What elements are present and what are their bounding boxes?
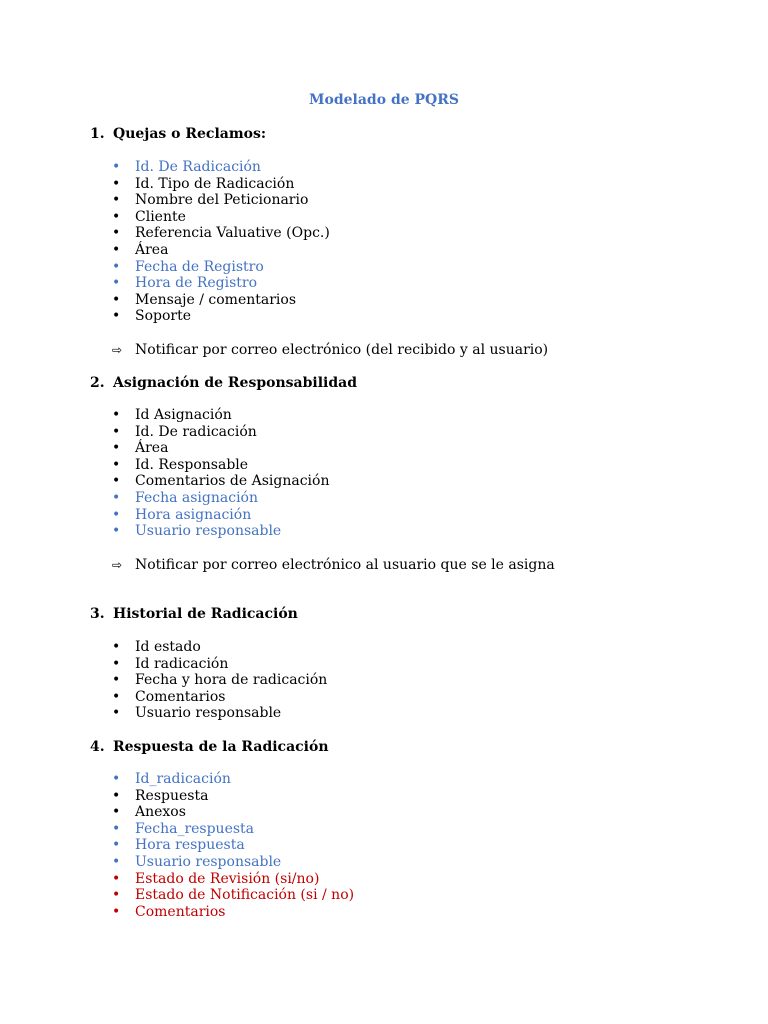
section-2-list	[112, 407, 329, 540]
list-item-text: Usuario responsable	[135, 853, 282, 870]
section-number: 1.	[90, 126, 105, 142]
section-4-list	[112, 771, 354, 920]
section-3-heading	[90, 605, 298, 623]
bullet-icon: •	[112, 308, 121, 325]
section-3-list	[112, 639, 327, 722]
list-item	[112, 407, 329, 424]
section-1-list	[112, 159, 330, 325]
bullet-icon: •	[112, 407, 121, 423]
bullet-icon: •	[112, 523, 121, 540]
bullet-icon: •	[112, 192, 121, 209]
list-item	[112, 490, 329, 507]
list-item-text: Área	[135, 241, 169, 258]
section-number: 3.	[90, 606, 105, 622]
list-item-text: Usuario responsable	[135, 523, 282, 540]
bullet-icon: •	[112, 705, 121, 722]
bullet-icon: •	[112, 655, 121, 672]
list-item-text: Id radicación	[135, 655, 229, 672]
list-item	[112, 887, 354, 904]
list-item	[112, 689, 327, 706]
bullet-icon: •	[112, 208, 121, 225]
list-item-text: Estado de Revisión (si/no)	[135, 870, 320, 887]
list-item-text: Fecha y hora de radicación	[135, 672, 328, 689]
list-item-text: Fecha asignación	[135, 489, 258, 506]
list-item	[112, 457, 329, 474]
bullet-icon: •	[112, 688, 121, 705]
list-item	[112, 854, 354, 871]
list-item-text: Cliente	[135, 208, 186, 225]
list-item	[112, 639, 327, 656]
list-item-text: Soporte	[135, 308, 192, 325]
list-item	[112, 192, 330, 209]
list-item-text: Comentarios de Asignación	[135, 473, 330, 490]
bullet-icon: •	[112, 804, 121, 821]
list-item	[112, 209, 330, 226]
list-item	[112, 523, 329, 540]
list-item	[112, 821, 354, 838]
list-item	[112, 804, 354, 821]
list-item-text: Comentarios	[135, 688, 226, 705]
bullet-icon: •	[112, 639, 121, 655]
list-item	[112, 656, 327, 673]
bullet-icon: •	[112, 853, 121, 870]
arrow-right-icon: ⇨	[112, 343, 123, 357]
section-2-heading	[90, 374, 357, 392]
bullet-icon: •	[112, 440, 121, 457]
list-item-text: Referencia Valuative (Opc.)	[135, 225, 330, 242]
list-item-text: Anexos	[135, 804, 186, 821]
list-item	[112, 159, 330, 176]
list-item-text: Id. Tipo de Radicación	[135, 175, 295, 192]
section-title: Respuesta de la Radicación	[113, 739, 329, 755]
note-text: Notificar por correo electrónico (del recibido y al usuario)	[135, 342, 549, 358]
list-item-text: Id. De radicación	[135, 423, 257, 440]
list-item-text: Respuesta	[135, 787, 209, 804]
list-item-text: Mensaje / comentarios	[135, 291, 297, 308]
section-1-note	[112, 341, 548, 359]
list-item-text: Id_radicación	[135, 771, 231, 787]
bullet-icon: •	[112, 837, 121, 854]
list-item	[112, 242, 330, 259]
list-item	[112, 292, 330, 309]
list-item-text: Estado de Notificación (si / no)	[135, 887, 355, 904]
section-title: Quejas o Reclamos:	[113, 126, 267, 142]
list-item-text: Comentarios	[135, 903, 226, 920]
list-item	[112, 672, 327, 689]
bullet-icon: •	[112, 225, 121, 242]
bullet-icon: •	[112, 175, 121, 192]
list-item-text: Id estado	[135, 639, 201, 655]
list-item-text: Usuario responsable	[135, 705, 282, 722]
bullet-icon: •	[112, 241, 121, 258]
bullet-icon: •	[112, 473, 121, 490]
list-item-text: Hora asignación	[135, 506, 252, 523]
list-item	[112, 837, 354, 854]
bullet-icon: •	[112, 870, 121, 887]
bullet-icon: •	[112, 672, 121, 689]
list-item	[112, 424, 329, 441]
list-item	[112, 176, 330, 193]
document-title: Modelado de PQRS	[309, 92, 459, 108]
list-item-text: Id. De Radicación	[135, 159, 261, 175]
bullet-icon: •	[112, 887, 121, 904]
bullet-icon: •	[112, 820, 121, 837]
list-item-text: Hora respuesta	[135, 837, 245, 854]
bullet-icon: •	[112, 159, 121, 175]
list-item	[112, 507, 329, 524]
bullet-icon: •	[112, 275, 121, 292]
bullet-icon: •	[112, 489, 121, 506]
bullet-icon: •	[112, 456, 121, 473]
section-4-heading	[90, 738, 329, 756]
list-item	[112, 705, 327, 722]
list-item	[112, 473, 329, 490]
list-item	[112, 275, 330, 292]
list-item	[112, 225, 330, 242]
section-number: 2.	[90, 375, 105, 391]
list-item-text: Id. Responsable	[135, 456, 249, 473]
list-item	[112, 440, 329, 457]
list-item-text: Hora de Registro	[135, 275, 258, 292]
list-item	[112, 904, 354, 921]
bullet-icon: •	[112, 506, 121, 523]
list-item	[112, 308, 330, 325]
list-item	[112, 259, 330, 276]
arrow-right-icon: ⇨	[112, 558, 123, 572]
bullet-icon: •	[112, 423, 121, 440]
bullet-icon: •	[112, 903, 121, 920]
bullet-icon: •	[112, 787, 121, 804]
note-text: Notificar por correo electrónico al usuario que se le asigna	[135, 557, 555, 573]
bullet-icon: •	[112, 771, 121, 787]
list-item	[112, 788, 354, 805]
section-title: Historial de Radicación	[113, 606, 298, 622]
section-1-heading	[90, 125, 266, 143]
list-item-text: Id Asignación	[135, 407, 232, 423]
bullet-icon: •	[112, 291, 121, 308]
list-item-text: Nombre del Peticionario	[135, 192, 309, 209]
list-item-text: Área	[135, 440, 169, 457]
section-2-note	[112, 556, 555, 574]
list-item-text: Fecha de Registro	[135, 258, 264, 275]
bullet-icon: •	[112, 258, 121, 275]
section-number: 4.	[90, 739, 105, 755]
list-item	[112, 871, 354, 888]
list-item	[112, 771, 354, 788]
section-title: Asignación de Responsabilidad	[113, 375, 357, 391]
list-item-text: Fecha_respuesta	[135, 820, 255, 837]
